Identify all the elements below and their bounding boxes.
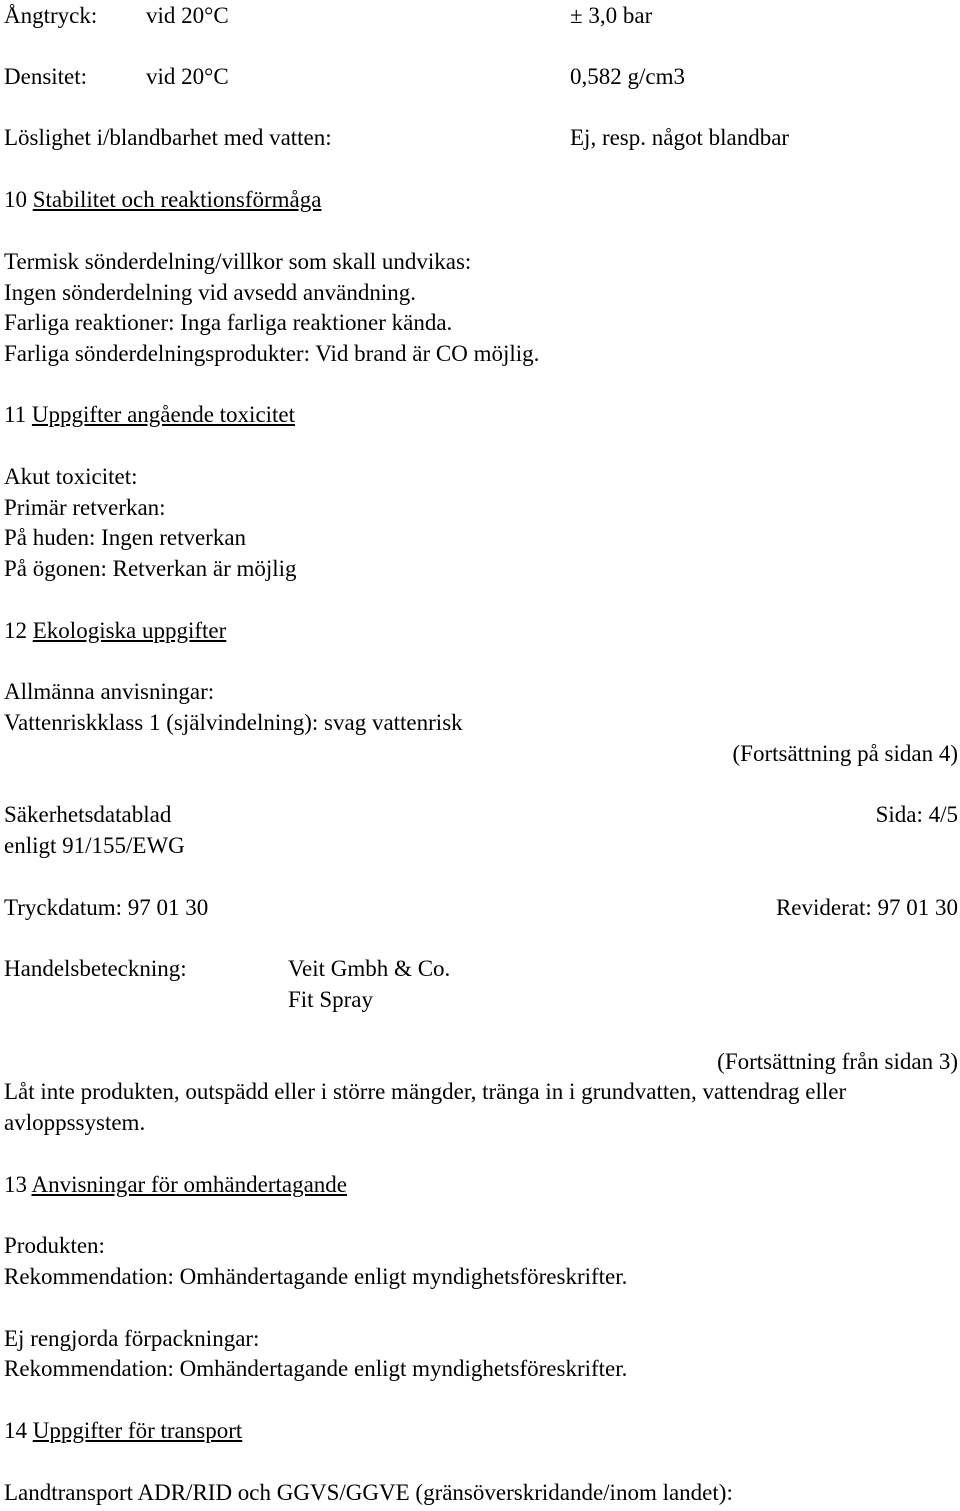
section-11-number: 11 [4, 402, 27, 427]
directive: enligt 91/155/EWG [4, 833, 185, 858]
section-10-line: Farliga reaktioner: Inga farliga reaktioner kända. [4, 310, 453, 335]
trade-name-label: Handelsbeteckning: [4, 956, 187, 981]
section-12-heading [4, 617, 226, 645]
section-10-line: Farliga sönderdelningsprodukter: Vid brand är CO möjlig. [4, 341, 540, 366]
page-number: Sida: 4/5 [875, 802, 958, 827]
section-11-line: Primär retverkan: [4, 495, 166, 520]
section-10-line: Ingen sönderdelning vid avsedd användning. [4, 280, 416, 305]
doc-title: Säkerhetsdatablad [4, 802, 172, 827]
section-12-title: Ekologiska uppgifter [32, 618, 227, 643]
section-13-line: Produkten: [4, 1233, 105, 1258]
section-11-line: På ögonen: Retverkan är möjlig [4, 556, 297, 581]
section-12-number: 12 [4, 618, 27, 643]
section-11-title: Uppgifter angående toxicitet [31, 402, 296, 427]
vapor-pressure-value: ± 3,0 bar [570, 3, 653, 28]
section-13-line: Ej rengjorda förpackningar: [4, 1326, 260, 1351]
section-13-line: Rekommendation: Omhändertagande enligt myndighetsföreskrifter. [4, 1356, 628, 1381]
section-11-line: Akut toxicitet: [4, 464, 138, 489]
section-13-heading [4, 1171, 347, 1199]
section-12-line: Vattenriskklass 1 (självindelning): svag vattenrisk [4, 710, 463, 735]
section-13-title: Anvisningar för omhändertagande [31, 1172, 347, 1197]
section-13-line: Rekommendation: Omhändertagande enligt myndighetsföreskrifter. [4, 1264, 628, 1289]
section-11-heading [4, 401, 295, 429]
company-name: Veit Gmbh & Co. [288, 956, 451, 981]
section-13-number: 13 [4, 1172, 27, 1197]
section-10-line: Termisk sönderdelning/villkor som skall undvikas: [4, 249, 472, 274]
section-14-heading [4, 1417, 242, 1445]
vapor-pressure-condition: vid 20°C [146, 3, 229, 28]
section-12-cont-line: avloppssystem. [4, 1110, 146, 1135]
section-14-number: 14 [4, 1418, 27, 1443]
solubility-label: Löslighet i/blandbarhet med vatten: [4, 125, 332, 150]
section-12-line: Allmänna anvisningar: [4, 679, 215, 704]
continued-from-note: (Fortsättning från sidan 3) [717, 1049, 958, 1074]
section-10-title: Stabilitet och reaktionsförmåga [32, 187, 322, 212]
section-11-line: På huden: Ingen retverkan [4, 525, 247, 550]
section-14-line: Landtransport ADR/RID och GGVS/GGVE (gränsöverskridande/inom landet): [4, 1480, 733, 1505]
density-label: Densitet: [4, 64, 88, 89]
section-12-cont-line: Låt inte produkten, outspädd eller i större mängder, tränga in i grundvatten, vattendrag eller [4, 1079, 847, 1104]
revised-date: Reviderat: 97 01 30 [775, 895, 958, 920]
density-condition: vid 20°C [146, 64, 229, 89]
product-name: Fit Spray [288, 987, 373, 1012]
section-14-title: Uppgifter för transport [32, 1418, 243, 1443]
section-10-number: 10 [4, 187, 27, 212]
continued-next-note: (Fortsättning på sidan 4) [732, 741, 958, 766]
section-10-heading [4, 186, 321, 214]
solubility-value: Ej, resp. något blandbar [570, 125, 790, 150]
print-date: Tryckdatum: 97 01 30 [4, 895, 209, 920]
density-value: 0,582 g/cm3 [570, 64, 685, 89]
vapor-pressure-label: Ångtryck: [4, 3, 98, 28]
